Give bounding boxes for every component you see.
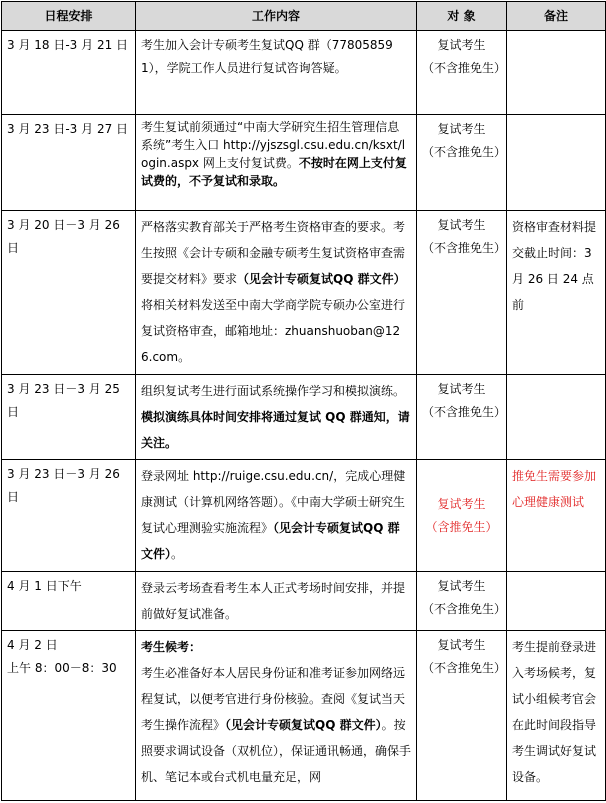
- row-note: 推免生需要参加心理健康测试: [507, 460, 606, 572]
- row-note: 考生提前登录进入考场候考，复试小组候考官会在此时间段指导考生调试好复试设备。: [507, 631, 606, 801]
- table-row: [2, 631, 606, 801]
- row-target: [417, 572, 507, 631]
- target-line: （含推免生）: [425, 519, 498, 534]
- row-date: 3 月 18 日-3 月 21 日: [2, 31, 136, 115]
- content-bold-text: 考生候考：: [141, 640, 202, 654]
- row-content: [136, 211, 417, 375]
- row-note: [507, 572, 606, 631]
- row-note: [507, 115, 606, 211]
- target-line: 复试考生: [437, 638, 486, 652]
- target-line: 复试考生: [437, 38, 486, 52]
- row-note: [507, 375, 606, 460]
- content-text: 将相关材料发送至中南大学商学院专硕办公室进行复试资格审查，邮箱地址：zhuanshuoban@126.com。: [141, 298, 406, 364]
- table-row: [2, 572, 606, 631]
- row-content: [136, 572, 417, 631]
- row-date: 3 月 23 日－3 月 26 日: [2, 460, 136, 572]
- content-bold-text: （见会计专硕复试QQ 群文件）: [237, 272, 406, 286]
- row-target: [417, 460, 507, 572]
- row-content: [136, 375, 417, 460]
- target-line: （不含推免生）: [422, 661, 507, 675]
- row-target: [417, 211, 507, 375]
- row-target: [417, 115, 507, 211]
- row-content: [136, 31, 417, 115]
- content-text: 登录云考场查看考生本人正式考场时间安排，并提前做好复试准备。: [141, 581, 406, 621]
- content-text: 考生加入会计专硕考生复试QQ 群（778058591），学院工作人员进行复试咨询答疑。: [141, 38, 393, 75]
- target-line: （不含推免生）: [422, 405, 507, 419]
- content-text: 。按照要求调试设备（双机位），保证通讯畅通，确保手机、笔记本或台式机电量充足，网: [141, 718, 412, 784]
- row-target: [417, 375, 507, 460]
- target-line: 复试考生: [437, 496, 486, 511]
- content-text: 登录网址 http://ruige.csu.edu.cn/，完成心理健康测试（计算机网络答题）。《中南大学硕士研究生复试心理测验实施流程》: [141, 469, 406, 535]
- target-line: 复试考生: [437, 579, 486, 593]
- header-content: 工作内容: [136, 2, 417, 31]
- content-text: 考生必准备好本人居民身份证和准考证参加网络远程复试，以便考官进行身份核验。查阅《复试当天考生操作流程》: [141, 666, 406, 732]
- content-text: 。: [171, 547, 184, 561]
- content-text: 严格落实教育部关于严格考生资格审查的要求。考生按照《会计专硕和金融专硕考生复试资格审查需要提交材料》要求: [141, 220, 406, 286]
- row-date: [2, 631, 136, 801]
- table-header-row: [2, 2, 606, 31]
- table-row: [2, 460, 606, 572]
- header-date: 日程安排: [2, 2, 136, 31]
- row-note: [507, 31, 606, 115]
- content-bold-text: 不按时在网上支付复试费的，不予复试和录取。: [141, 156, 407, 188]
- content-bold-text: （见会计专硕复试QQ 群文件）: [225, 718, 382, 732]
- table-row: [2, 375, 606, 460]
- table-row: [2, 115, 606, 211]
- date-line: 4 月 2 日: [7, 638, 58, 652]
- target-line: （不含推免生）: [422, 61, 507, 75]
- row-target: [417, 631, 507, 801]
- header-note: 备注: [507, 2, 606, 31]
- header-target: 对 象: [417, 2, 507, 31]
- content-text: 组织复试考生进行面试系统操作学习和模拟演练。: [141, 384, 406, 398]
- content-bold-text: 模拟演练具体时间安排将通过复试 QQ 群通知，请关注。: [141, 410, 410, 450]
- content-bold-text: （见会计专硕复试QQ 群文件）: [141, 521, 400, 561]
- content-text: 考生复试前须通过“中南大学研究生招生管理信息系统”考生入口 http://yjszsgl.csu.edu.cn/ksxt/login.aspx 网上支付复试费。: [141, 120, 406, 170]
- row-content: [136, 115, 417, 211]
- schedule-table: [1, 1, 606, 801]
- row-date: 3 月 23 日-3 月 27 日: [2, 115, 136, 211]
- target-line: （不含推免生）: [422, 145, 507, 159]
- row-date: 3 月 20 日－3 月 26 日: [2, 211, 136, 375]
- target-line: 复试考生: [437, 218, 486, 232]
- target-line: （不含推免生）: [422, 241, 507, 255]
- row-date: 3 月 23 日－3 月 25 日: [2, 375, 136, 460]
- target-line: 复试考生: [437, 382, 486, 396]
- row-content: [136, 631, 417, 801]
- target-line: 复试考生: [437, 122, 486, 136]
- row-target: [417, 31, 507, 115]
- row-content: [136, 460, 417, 572]
- date-line: 上午 8：00－8：30: [7, 661, 117, 675]
- table-row: [2, 31, 606, 115]
- target-line: （不含推免生）: [422, 602, 507, 616]
- row-note: 资格审查材料提交截止时间：3 月 26 日 24 点前: [507, 211, 606, 375]
- row-date: 4 月 1 日下午: [2, 572, 136, 631]
- table-row: [2, 211, 606, 375]
